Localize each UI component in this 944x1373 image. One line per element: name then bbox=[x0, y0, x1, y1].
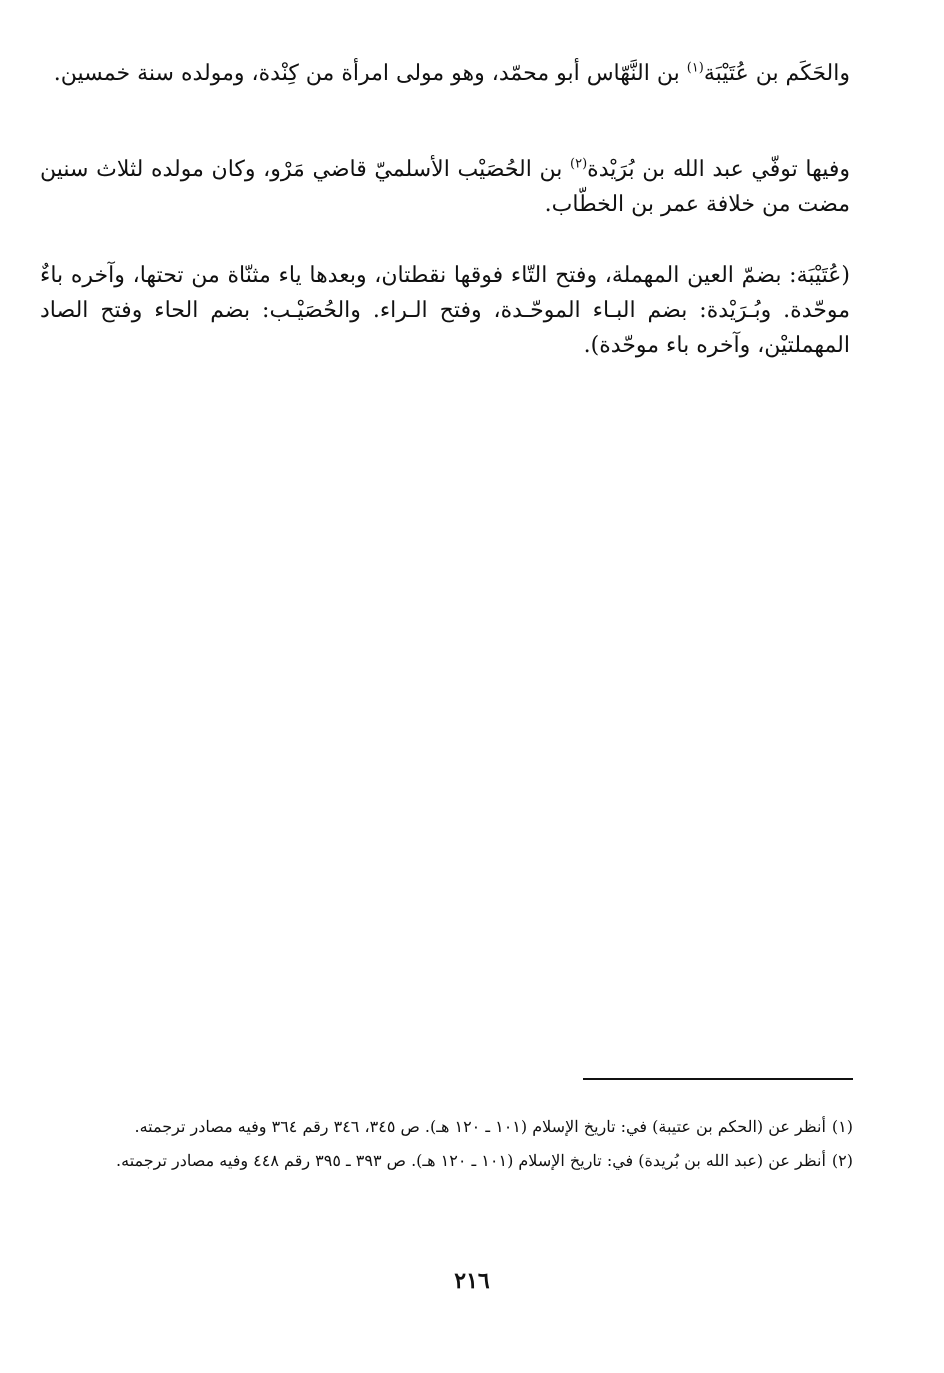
footnote-2-text: أنظر عن (عبد الله بن بُريدة) في: تاريخ الإسلام (١٠١ ـ ١٢٠ هـ). ص ٣٩٣ ـ ٣٩٥ رقم ٤٤٨ وفيه مصادر ترجمته. bbox=[116, 1151, 826, 1170]
paragraph-hakam-text-start: والحَكَم بن عُتَيْبَة bbox=[703, 61, 850, 86]
footnote-ref-2[interactable]: (٢) bbox=[570, 156, 588, 172]
footnotes-section bbox=[50, 1112, 853, 1180]
footnote-2 bbox=[50, 1146, 853, 1176]
footnote-1-text: أنظر عن (الحكم بن عتيبة) في: تاريخ الإسلام (١٠١ ـ ١٢٠ هـ). ص ٣٤٥، ٣٤٦ رقم ٣٦٤ وفيه مصادر ترجمته. bbox=[134, 1117, 826, 1136]
footnote-1 bbox=[50, 1112, 853, 1142]
footnote-1-number: (١) bbox=[831, 1117, 853, 1136]
paragraph-abdullah-text-end: بن الحُصَيْب الأسلميّ قاضي مَرْو، وكان مولده لثلاث سنين مضت من خلافة عمر بن الخطّاب. bbox=[40, 157, 850, 217]
page-number: ٢١٦ bbox=[454, 1268, 490, 1294]
footnote-2-number: (٢) bbox=[831, 1151, 853, 1170]
footnote-ref-1[interactable]: (١) bbox=[686, 60, 704, 76]
paragraph-abdullah-buraydah bbox=[40, 152, 850, 222]
paragraph-vocalization-note: (عُتَيْبَة: بضمّ العين المهملة، وفتح التّاء فوقها نقطتان، وبعدها ياء مثنّاة من تحتها، وآخره باءٌ موحّدة. وبُـرَيْدة: بضم البـاء الموحّـدة، وفتح الـراء. والحُصَيْـب: بضم الحاء وفتح الصاد المهملتيْن، وآخره باء موحّدة). bbox=[40, 263, 850, 358]
paragraph-hakam bbox=[40, 56, 850, 91]
paragraph-hakam-text-end: بن النَّهّاس أبو محمّد، وهو مولى امرأة من كِنْدة، ومولده سنة خمسين. bbox=[53, 61, 687, 86]
paragraph-abdullah-text-start: وفيها توفّي عبد الله بن بُرَيْدة bbox=[587, 157, 850, 182]
footnote-separator bbox=[583, 1078, 853, 1080]
